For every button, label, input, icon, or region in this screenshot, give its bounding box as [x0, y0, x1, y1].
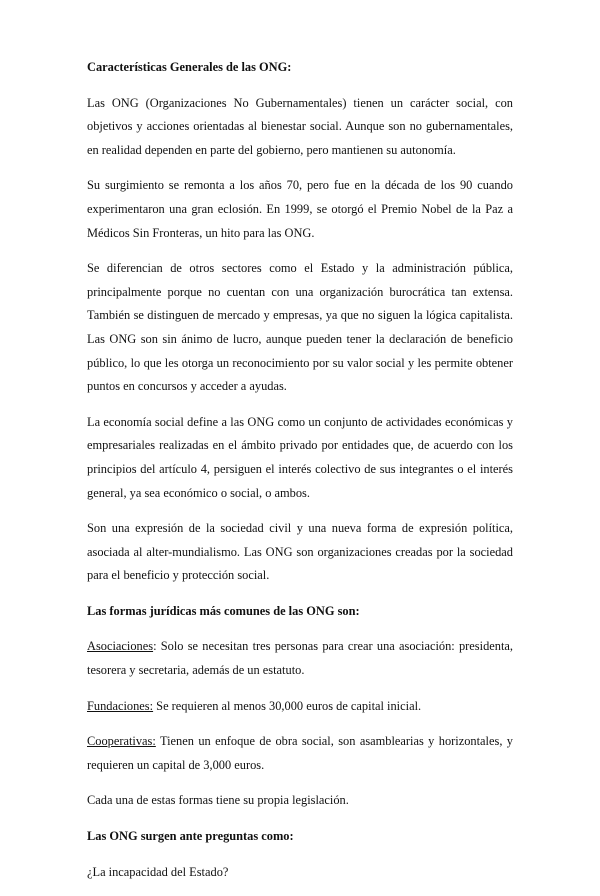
paragraph-origin: Su surgimiento se remonta a los años 70, pero fue en la década de los 90 cuando experimentaron una gran eclosión. En 1999, se otorgó el Premio Nobel de la Paz a Médicos Sin Fronteras, un hito para las ONG.	[87, 178, 513, 240]
term-asociaciones: Asociaciones	[87, 639, 154, 654]
document-body	[87, 56, 513, 896]
heading-caracteristicas: Características Generales de las ONG:	[87, 60, 292, 74]
legal-form-asociaciones	[87, 635, 513, 682]
legal-form-cooperativas	[87, 730, 513, 777]
paragraph-definition: Las ONG (Organizaciones No Gubernamentales) tienen un carácter social, con objetivos y acciones orientadas al bienestar social. Aunque son no gubernamentales, en realidad dependen en parte del gobierno, pero mantienen su autonomía.	[87, 95, 513, 157]
text-fundaciones: Se requieren al menos 30,000 euros de capital inicial.	[153, 698, 422, 713]
heading-questions: Las ONG surgen ante preguntas como:	[87, 829, 294, 844]
text-asociaciones: Solo se necesitan tres personas para crear una asociación: presidenta, tesorera y secretaria, además de un estatuto.	[87, 639, 513, 678]
legislation-note: Cada una de estas formas tiene su propia legislación.	[87, 793, 349, 808]
paragraph-social-economy: La economía social define a las ONG como un conjunto de actividades económicas y empresariales realizadas en el ámbito privado por entidades que, de acuerdo con los principios del artículo 4, persiguen el interés colectivo de sus integrantes o el interés general, ya sea económico o social, o ambos.	[87, 414, 513, 500]
text-cooperativas: Tienen un enfoque de obra social, son asamblearias y horizontales, y requieren un capital de 3,000 euros.	[87, 734, 513, 772]
term-fundaciones: Fundaciones:	[87, 698, 154, 713]
term-separator: :	[153, 639, 157, 654]
paragraph-differences: Se diferencian de otros sectores como el Estado y la administración pública, principalmente porque no cuentan con una organización burocrática tan extensa. También se distinguen de mercado y empresas, ya que no siguen la lógica capitalista. Las ONG son sin ánimo de lucro, aunque pueden tener la declaración de beneficio público, lo que les otorga un reconocimiento por su valor social y les permite obtener puntos en concursos y acceder a ayudas.	[87, 261, 513, 394]
term-cooperativas: Cooperativas:	[87, 734, 156, 749]
heading-legal-forms: Las formas jurídicas más comunes de las ONG son:	[87, 603, 360, 618]
legal-form-fundaciones	[87, 695, 513, 719]
question-item: ¿La incapacidad del Estado?	[87, 864, 229, 879]
paragraph-civil-society: Son una expresión de la sociedad civil y una nueva forma de expresión política, asociada al alter-mundialismo. Las ONG son organizaciones creadas por la sociedad para el beneficio y protección social.	[87, 521, 513, 583]
